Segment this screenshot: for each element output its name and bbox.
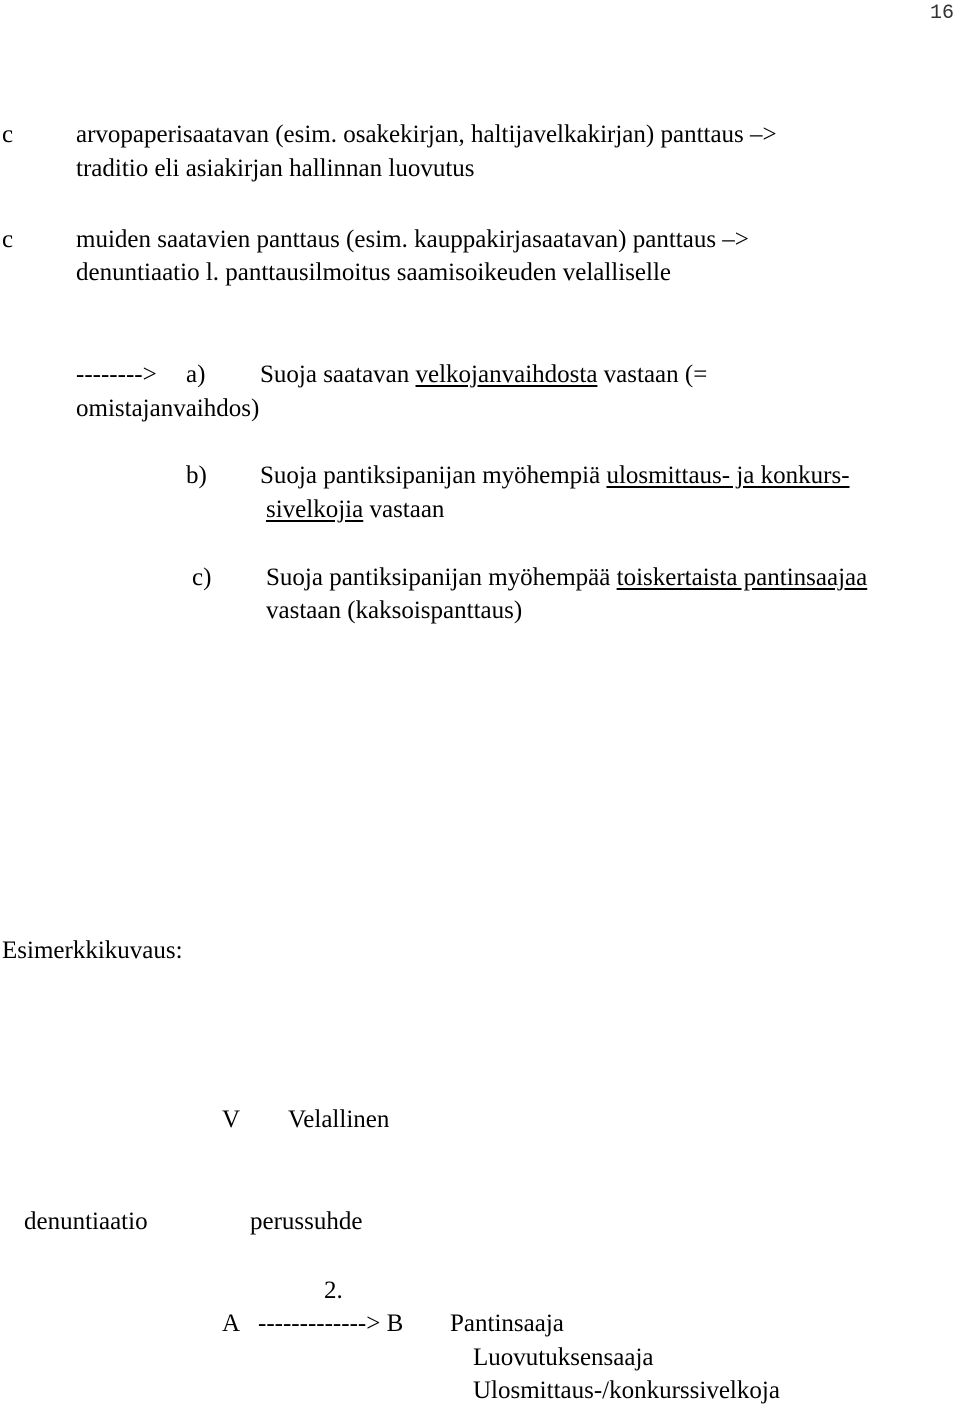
bullet-2-line-1: muiden saatavien panttaus (esim. kauppakirjasaatavan) panttaus –> <box>76 226 749 253</box>
bullet-2-line-2: denuntiaatio l. panttausilmoitus saamisoikeuden velalliselle <box>76 259 672 286</box>
label-ulosmittaus: Ulosmittaus-/konkurssivelkoja <box>473 1377 780 1404</box>
item-b-label: b) <box>186 462 207 489</box>
arrow-text: --------> <box>76 361 157 388</box>
arrow-a-to-b: -------------> B <box>258 1310 404 1337</box>
label-perussuhde: perussuhde <box>250 1208 363 1235</box>
bullet-marker: c <box>2 226 14 253</box>
label-denuntiaatio: denuntiaatio <box>24 1208 148 1235</box>
item-a-line-2: omistajanvaihdos) <box>76 395 260 422</box>
item-b-line-2: sivelkojia vastaan <box>266 496 445 523</box>
item-a-label: a) <box>186 361 206 388</box>
label-number: 2. <box>324 1277 343 1304</box>
label-v: V <box>222 1106 241 1133</box>
label-luovutuksensaaja: Luovutuksensaaja <box>473 1344 654 1371</box>
bullet-1-line-2: traditio eli asiakirjan hallinnan luovutus <box>76 155 475 182</box>
item-b-line-1: Suoja pantiksipanijan myöhempiä ulosmittaus- ja konkurs- <box>260 462 850 489</box>
item-c-line-2: vastaan (kaksoispanttaus) <box>266 597 523 624</box>
item-c-line-1: Suoja pantiksipanijan myöhempää toiskertaista pantinsaajaa <box>266 564 868 591</box>
label-velallinen: Velallinen <box>288 1106 390 1133</box>
page-number: 16 <box>930 2 955 25</box>
bullet-marker: c <box>2 121 14 148</box>
item-c-label: c) <box>192 564 212 591</box>
label-pantinsaaja: Pantinsaaja <box>450 1310 564 1337</box>
example-heading: Esimerkkikuvaus: <box>2 937 183 964</box>
item-a-line-1: Suoja saatavan velkojanvaihdosta vastaan (= <box>260 361 708 388</box>
bullet-1-line-1: arvopaperisaatavan (esim. osakekirjan, haltijavelkakirjan) panttaus –> <box>76 121 777 148</box>
label-a: A <box>222 1310 241 1337</box>
